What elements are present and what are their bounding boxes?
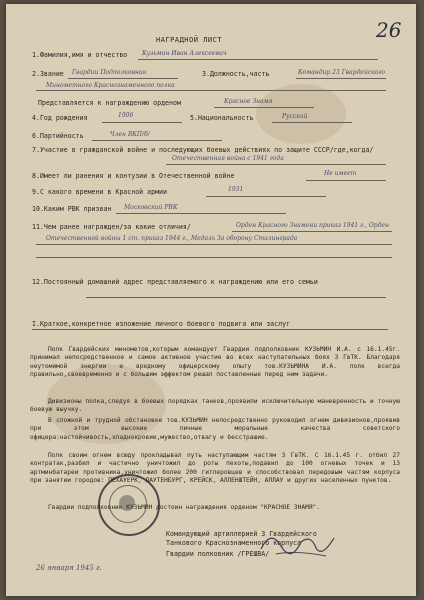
field-value: 1931 — [228, 186, 244, 193]
award-sheet — [6, 4, 416, 596]
handwritten-signature — [256, 524, 346, 564]
field-label: 10.Каким РВК призван — [32, 205, 112, 213]
field-value: Орден Красного Знамени приказ 1941 г., Орден Отечественной войны 1 ст. приказ 1944 г., Медаль За оборону Сталинграда — [46, 222, 389, 242]
document-title: НАГРАДНОЙ ЛИСТ — [156, 36, 223, 44]
field-value: Гвардии Подполковник — [72, 69, 147, 76]
field-label: 4.Год рождения — [32, 114, 88, 122]
field-label: 6.Партийность — [32, 132, 84, 140]
field-value: Кузьмин Иван Алексеевич — [142, 50, 227, 57]
signature-line: Гвардии полковник /ГРЕШВА/ — [166, 550, 270, 558]
narrative-paragraph: Полк своим огнем всюду прокладывал путь наступающим частям 3 ГвТК. С 16.1.45 г. отбил 27 контратак,разбил и частично уничтожил до роты пехоты,подавил до 100 огневых точек и 13 артминбатареи противника,уничтожил более 200 гитлеровцев и способствовал передовым частям корпуса при занятии городов: ПЕХАУЕРК, ЛАУТЕНБУРГ, КРЕЙСК, АЛЛЕНШТЕЙН, АЛЛАУ и других населенных пунктов. — [30, 452, 400, 485]
field-value: Не имеет — [324, 170, 357, 177]
field-value: Минометного Краснознаменного полка — [46, 82, 175, 89]
field-value: Командир 23 Гвардейского — [298, 69, 386, 76]
field-value: Красное Знамя — [224, 98, 273, 105]
field-label: 5.Национальность — [190, 114, 254, 122]
section-heading: I.Краткое,конкретное изложение личного боевого подвига или заслуг — [32, 320, 291, 328]
signature-line: Командующий артиллерией 3 Гвардейского — [166, 530, 317, 538]
field-label: 1.Фамилия,имя и отчество — [32, 51, 128, 59]
date: 26 января 1945 г. — [36, 564, 102, 572]
field-label: Представляется к награждению орденом — [38, 99, 181, 107]
field-value: 1906 — [118, 112, 134, 119]
field-value: Отечественная война с 1941 года — [172, 155, 284, 162]
field-label: 8.Имеет ли ранения и контузии в Отечественной войне — [32, 172, 235, 180]
field-label: 11.Чем ранее награжден/за какие отличия/ — [32, 223, 191, 231]
field-value: Московский РВК — [124, 204, 178, 211]
narrative-paragraph: Гвардии подполковник КУЗЬМИН достоин награждения орденом "КРАСНОЕ ЗНАМЯ". — [48, 504, 320, 511]
page-number: 26 — [376, 18, 402, 42]
narrative-paragraph: Полк Гвардейских минометов,которым командует Гвардии подполковник КУЗЬМИН И.А. с 16.1.45г. принимал непосредственное и самое активное участие во всех наступательных боях 3 ГвТК. Благодаря неутомимой энергии и вредному офицерскому опыту тов.КУЗЬМИНА И.А. полк всегда правильно,своевременно и с большим эффектом решал поставленные перед ним задачи. — [30, 346, 400, 379]
field-label: 12.Постоянный домашний адрес представляемого к награждению или его семьи — [32, 278, 318, 286]
field-label: 3.Должность,часть — [202, 70, 270, 78]
narrative-paragraph: В сложной и трудной обстановке тов.КУЗЬМИН непосредственно руководил огнем дивизионов,проявив при этом высокие личные моральные качества советского офицера:настойчивость,хладнокровие,мужество,отвагу и бесстрашие. — [30, 417, 400, 441]
narrative-paragraph: Дивизионы полка,следуя в боевых порядках танков,проявили исключительную маневренность и точную боевую выучку. — [30, 398, 400, 414]
field-value: Русский — [282, 113, 308, 120]
field-label: 2.Звание — [32, 70, 64, 78]
field-value: Член ВКП/б/ — [110, 131, 150, 138]
official-seal — [98, 474, 160, 536]
field-label: 9.С какого времени в Красной армии — [32, 188, 167, 196]
signature-line: Танкового Краснознаменного корпуса — [166, 539, 301, 547]
field-label: 7.Участие в гражданской войне и последующих боевых действиях по защите СССР/где,когда/ — [32, 146, 374, 154]
